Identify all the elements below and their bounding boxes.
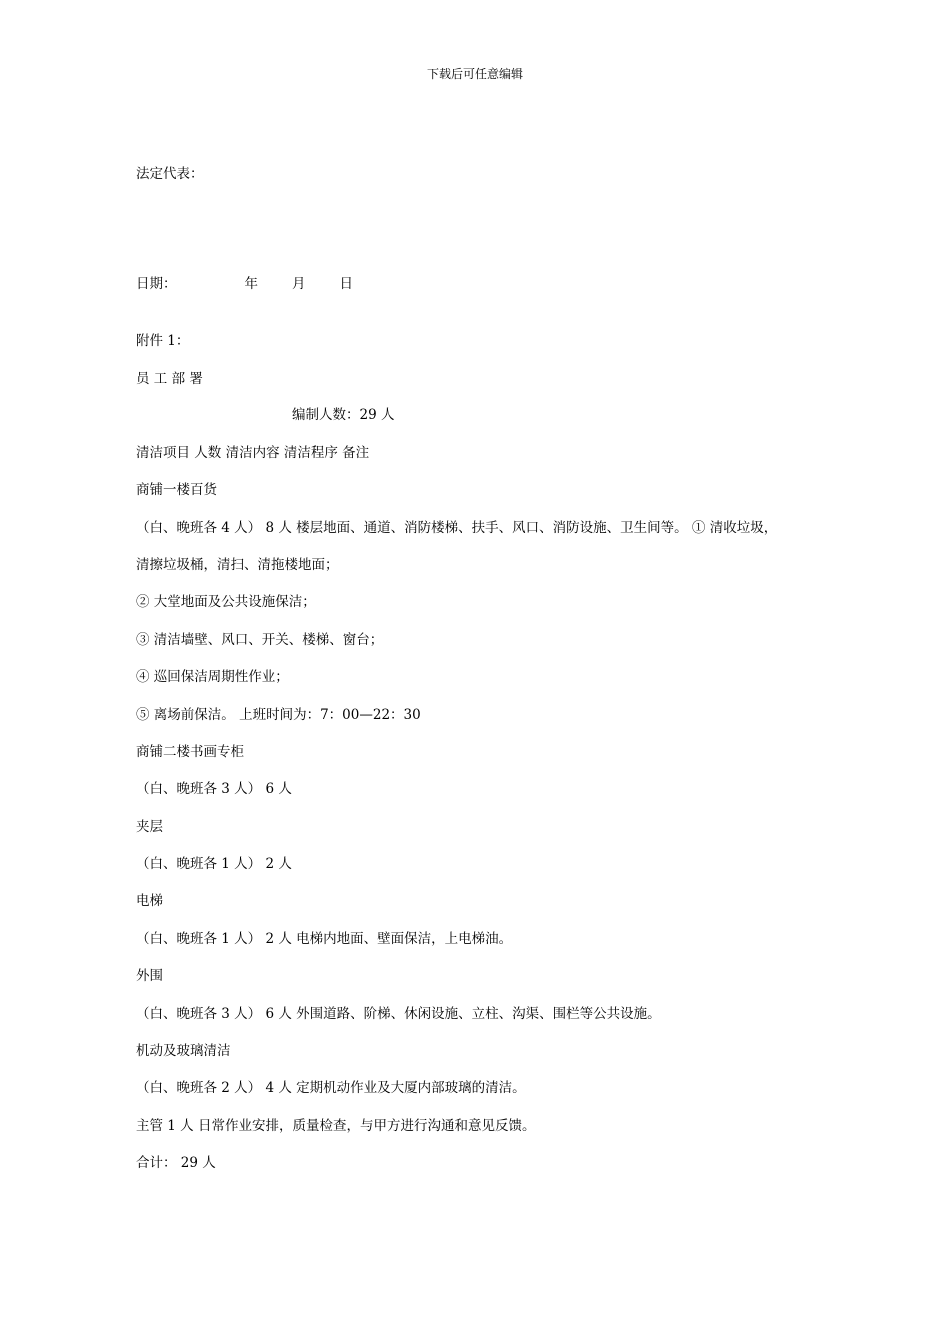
list-item: 机动及玻璃清洁 xyxy=(136,1043,231,1059)
list-item: 清擦垃圾桶，清扫、清拖楼地面； xyxy=(136,557,339,573)
list-item: （白、晚班各 1 人） 2 人 电梯内地面、壁面保洁，上电梯油。 xyxy=(136,931,513,947)
legal-representative-label: 法定代表： xyxy=(136,166,204,182)
attachment-title: 附件 1： xyxy=(136,333,190,349)
list-item: ③ 清洁墙壁、风口、开关、楼梯、窗台； xyxy=(136,632,384,648)
date-label: 日期： xyxy=(136,276,177,292)
list-item: （白、晚班各 3 人） 6 人 外围道路、阶梯、休闲设施、立柱、沟渠、围栏等公共设施。 xyxy=(136,1006,661,1022)
page-header: 下载后可任意编辑 xyxy=(426,67,523,81)
list-item: 电梯 xyxy=(136,893,163,909)
list-item: ④ 巡回保洁周期性作业； xyxy=(136,669,289,685)
list-item: （白、晚班各 1 人） 2 人 xyxy=(136,856,292,872)
list-item: （白、晚班各 4 人） 8 人 楼层地面、通道、消防楼梯、扶手、风口、消防设施、卫生间等。 ① 清收垃圾， xyxy=(136,520,778,536)
date-day: 日 xyxy=(339,276,353,292)
list-item: ⑤ 离场前保洁。 上班时间为：7：00—22：30 xyxy=(136,707,421,723)
date-line xyxy=(136,275,353,293)
list-item: （白、晚班各 2 人） 4 人 定期机动作业及大厦内部玻璃的清洁。 xyxy=(136,1080,526,1096)
list-item: 合计： 29 人 xyxy=(136,1155,216,1171)
list-item: （白、晚班各 3 人） 6 人 xyxy=(136,781,292,797)
list-item: 夹层 xyxy=(136,819,163,835)
date-month: 月 xyxy=(292,276,306,292)
list-item: 主管 1 人 日常作业安排，质量检查，与甲方进行沟通和意见反馈。 xyxy=(136,1118,536,1134)
list-item: 外围 xyxy=(136,968,163,984)
list-item: 商铺一楼百货 xyxy=(136,482,217,498)
list-item: 商铺二楼书画专柜 xyxy=(136,744,244,760)
table-header: 清洁项目 人数 清洁内容 清洁程序 备注 xyxy=(136,445,370,461)
list-item: ② 大堂地面及公共设施保洁； xyxy=(136,594,316,610)
staff-count: 编制人数：29 人 xyxy=(292,407,395,423)
date-year: 年 xyxy=(244,276,258,292)
section-title: 员 工 部 署 xyxy=(136,371,203,387)
